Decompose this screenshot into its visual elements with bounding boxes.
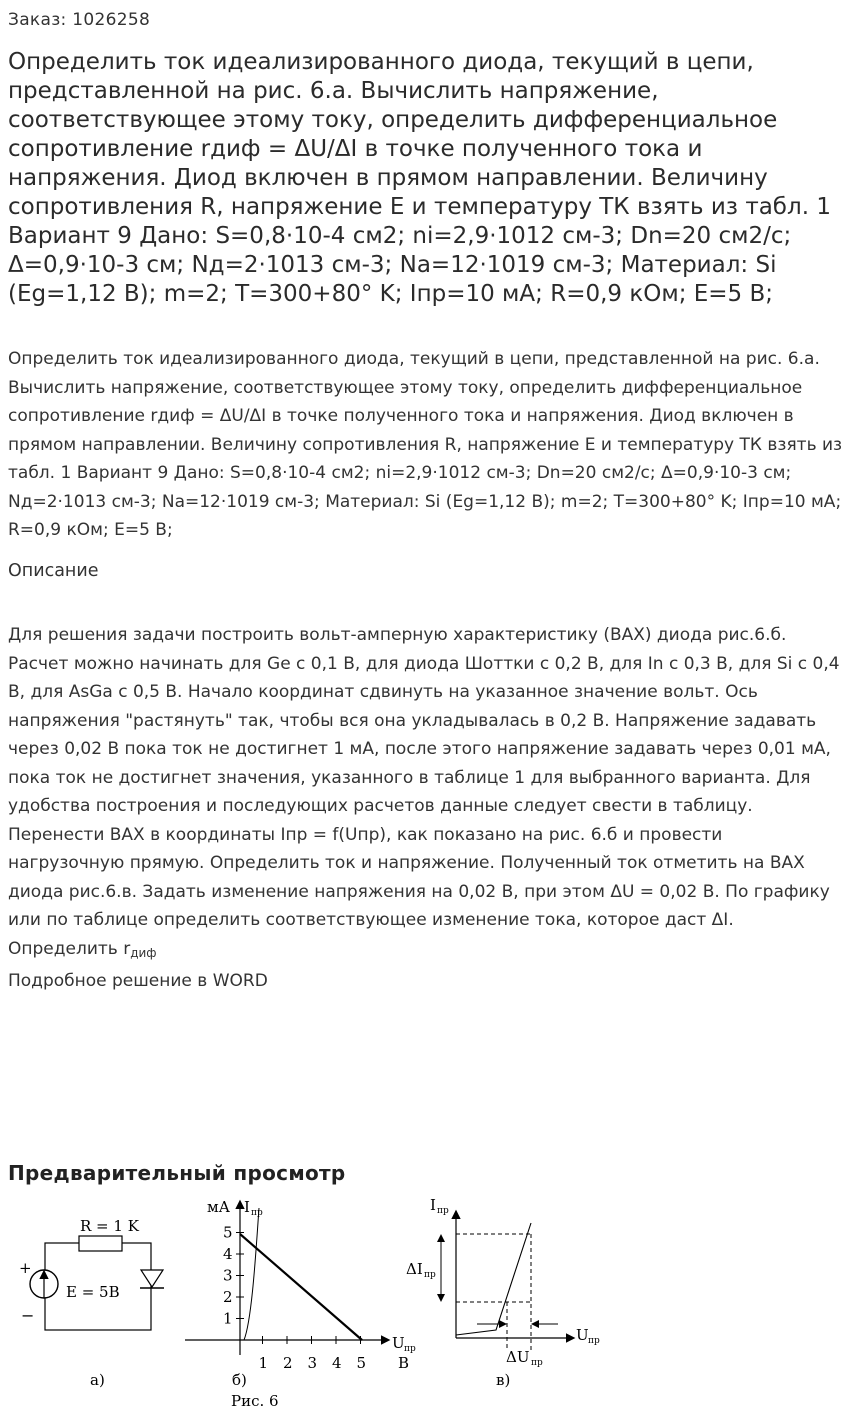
description-body: Для решения задачи построить вольт-амперную характеристику (ВАХ) диода рис.6.б. Расчет можно начинать для Ge с 0,1 В, для диода Шоттки с 0,2 В, для In с 0,3 В, для Si с 0,4 В, для AsGa с 0,5 В. Начало координат сдвинуть на указанное значение вольт. Ось напряжения "растянуть" так, чтобы вся она укладывалась в 0,2 В. Напряжение задавать через 0,02 В пока ток не достигнет 1 мА, после этого напряжение задавать через 0,01 мА, пока ток не достигнет значения, указанного в таблице 1 для выбранного варианта. Для удобства построения и последующих расчетов данные следует свести в таблицу. Перенести ВАХ в координаты Iпр = f(Uпр), как показано на рис. 6.б и провести нагрузочную прямую. Определить ток и напряжение. Полученный ток отметить на ВАХ диода рис.6.в. Задать изменение напряжения на 0,02 В, при этом ΔU = 0,02 В. По графику или по таблице определить соответствующее изменение тока, которое даст ΔI. Определить r	[8, 625, 840, 959]
axis-y-unit: мА	[207, 1198, 231, 1216]
y-tick-label: 1	[223, 1309, 233, 1328]
description-subscript: диф	[130, 945, 157, 960]
preview-title: Предварительный просмотр	[8, 1161, 346, 1185]
circuit-diagram	[19, 1217, 164, 1389]
load-line-graph	[185, 1198, 416, 1410]
delta-i-label: ΔI	[406, 1260, 423, 1278]
x-tick-label: 3	[307, 1354, 318, 1372]
description-label: Описание	[8, 561, 99, 581]
source-plus: +	[19, 1259, 32, 1277]
delta-u-label: ΔU	[506, 1348, 530, 1366]
axis-y-sub: пр	[251, 1208, 263, 1218]
source-minus: −	[21, 1306, 35, 1325]
x-tick-label: 2	[283, 1354, 293, 1372]
figure-6-drawing	[0, 1190, 640, 1420]
x-tick-label: 4	[332, 1354, 342, 1372]
diode-symbol	[140, 1270, 164, 1288]
y-tick-label: 5	[223, 1223, 233, 1242]
delta-u-sub: пр	[531, 1358, 543, 1368]
panel-c-label: в)	[496, 1371, 511, 1389]
diff-curve	[456, 1223, 531, 1335]
task-headline: Определить ток идеализированного диода, текущий в цепи, представленной на рис. 6.а. Вычислить напряжение, соответствующее этому току, определить дифференциальное сопротивление rдиф = ΔU/ΔI в точке полученного тока и напряжения. Диод включен в прямом направлении. Величину сопротивления R, напряжение E и температуру ТК взять из табл. 1 Вариант 9 Дано: S=0,8·10-4 см2; ni=2,9·1012 см-3; Dn=20 см2/с; Δ=0,9·10-3 см; Nд=2·1013 см-3; Na=12·1019 см-3; Материал: Si (Eg=1,12 В); m=2; T=300+80° K; Iпр=10 мА; R=0,9 кОм; E=5 В;	[8, 49, 831, 307]
order-number: Заказ: 1026258	[8, 10, 151, 30]
x-tick-label: 5	[356, 1354, 367, 1372]
resistor-label: R = 1 K	[80, 1217, 139, 1235]
axis-x-sub: пр	[404, 1344, 416, 1354]
y-tick-label: 4	[223, 1245, 233, 1263]
axis-y-label: I	[244, 1198, 250, 1216]
description-footer: Подробное решение в WORD	[8, 971, 268, 991]
iv-curve	[244, 1208, 259, 1340]
load-line	[240, 1234, 362, 1340]
axis-x-unit: В	[398, 1354, 410, 1372]
differential-graph	[406, 1196, 600, 1389]
panel-b-label: б)	[232, 1371, 247, 1389]
figure-6	[0, 1190, 640, 1420]
y-tick-label: 2	[223, 1288, 233, 1306]
diff-y-sub: пр	[437, 1206, 449, 1216]
y-tick-label: 3	[223, 1266, 233, 1285]
figure-caption: Рис. 6	[231, 1392, 279, 1410]
delta-i-sub: пр	[424, 1270, 436, 1280]
axis-x-label: U	[392, 1334, 405, 1352]
panel-a-label: а)	[90, 1371, 105, 1389]
source-label: E = 5B	[66, 1283, 120, 1301]
diff-y-label: I	[430, 1196, 436, 1214]
description-text	[8, 621, 844, 996]
diff-x-sub: пр	[588, 1336, 600, 1346]
resistor-symbol	[79, 1236, 122, 1251]
diff-x-label: U	[576, 1326, 589, 1344]
task-paragraph: Определить ток идеализированного диода, текущий в цепи, представленной на рис. 6.а. Вычислить напряжение, соответствующее этому току, определить дифференциальное сопротивление rдиф = ΔU/ΔI в точке полученного тока и напряжения. Диод включен в прямом направлении. Величину сопротивления R, напряжение E и температуру ТК взять из табл. 1 Вариант 9 Дано: S=0,8·10-4 см2; ni=2,9·1012 см-3; Dn=20 см2/с; Δ=0,9·10-3 см; Nд=2·1013 см-3; Na=12·1019 см-3; Материал: Si (Eg=1,12 В); m=2; T=300+80° K; Iпр=10 мА; R=0,9 кОм; E=5 В;	[8, 349, 843, 540]
x-tick-label: 1	[258, 1354, 269, 1372]
